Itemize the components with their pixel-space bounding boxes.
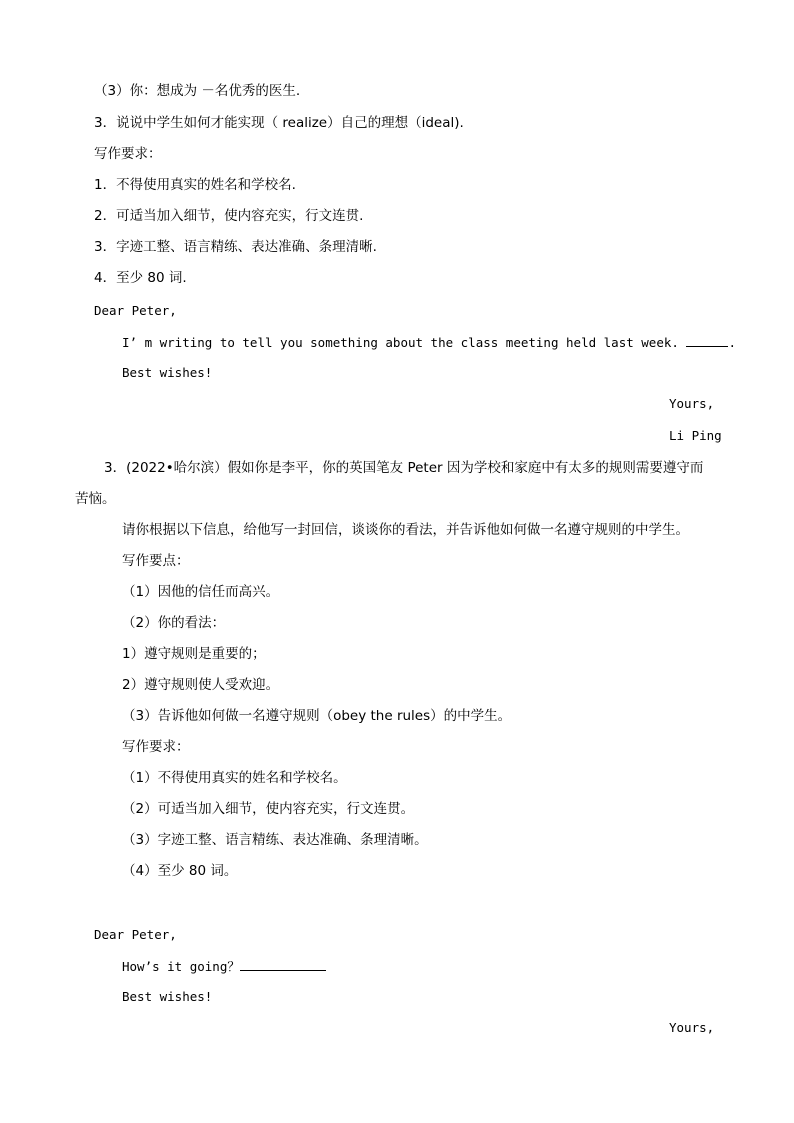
prev-opening-line: [122, 333, 736, 352]
q3-req-2: （2）可适当加入细节，使内容充实，行文连贯。: [122, 801, 415, 817]
q3-line1: 3．(2022•哈尔滨）假如你是李平，你的英国笔友 Peter 因为学校和家庭中有太多的规则需要遵守而: [104, 460, 704, 476]
prev-req-1: 1．不得使用真实的姓名和学校名.: [94, 177, 296, 193]
q3-point-1: （1）因他的信任而高兴。: [122, 584, 280, 600]
q3-point-2: （2）你的看法：: [122, 615, 226, 631]
q3-point-3: （3）告诉他如何做一名遵守规则（obey the rules）的中学生。: [122, 708, 512, 724]
q3-req-4: （4）至少 80 词。: [122, 863, 238, 879]
q3-point-2b: 2）遵守规则使人受欢迎。: [122, 677, 280, 693]
prev-req-title: 写作要求：: [94, 146, 162, 162]
q3-yours: Yours,: [669, 1020, 715, 1035]
prev-answer-blank[interactable]: [686, 333, 728, 347]
prev-closing: Best wishes!: [122, 365, 213, 380]
q3-opening-line: [122, 957, 326, 976]
prev-signature: Li Ping: [669, 428, 722, 443]
q3-closing: Best wishes!: [122, 989, 213, 1004]
prev-task3: 3．说说中学生如何才能实现（ realize）自己的理想（ideal).: [94, 115, 464, 131]
q3-answer-blank[interactable]: [240, 957, 326, 971]
q3-req-3: （3）字迹工整、语言精练、表达准确、条理清晰。: [122, 832, 428, 848]
q3-instruction: 请你根据以下信息，给他写一封回信，谈谈你的看法，并告诉他如何做一名遵守规则的中学生。: [122, 522, 689, 538]
prev-req-2: 2．可适当加入细节，使内容充实，行文连贯.: [94, 208, 364, 224]
prev-item3: （3）你：想成为 －名优秀的医生.: [94, 83, 301, 99]
prev-req-4: 4．至少 80 词.: [94, 270, 187, 286]
prev-salutation: Dear Peter,: [94, 303, 177, 318]
q3-req-title: 写作要求：: [122, 739, 190, 755]
prev-opening-end: .: [728, 335, 736, 350]
q3-opening-text: How’s it going？: [122, 959, 240, 974]
prev-req-3: 3．字迹工整、语言精练、表达准确、条理清晰.: [94, 239, 377, 255]
q3-salutation: Dear Peter,: [94, 927, 177, 942]
q3-point-2a: 1）遵守规则是重要的；: [122, 646, 266, 662]
prev-yours: Yours,: [669, 396, 715, 411]
q3-line2: 苦恼。: [75, 491, 116, 507]
q3-points-title: 写作要点：: [122, 553, 190, 569]
q3-req-1: （1）不得使用真实的姓名和学校名。: [122, 770, 347, 786]
prev-opening-text: I’ m writing to tell you something about the class meeting held last week.: [122, 335, 687, 350]
